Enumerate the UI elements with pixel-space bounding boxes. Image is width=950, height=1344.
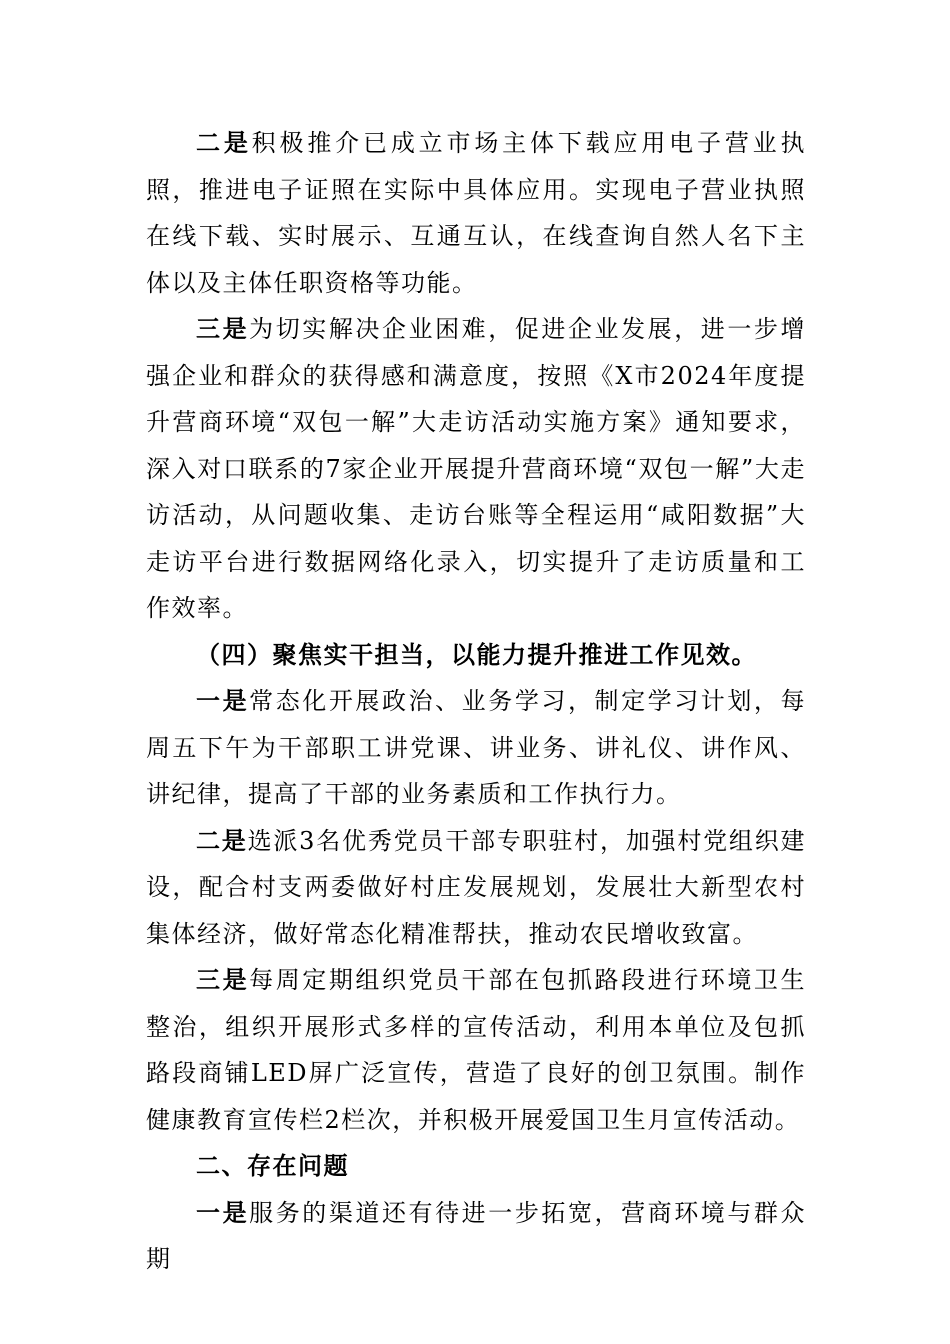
paragraph-e-shi-license (146, 120, 806, 306)
paragraph-lead: 二是 (196, 128, 252, 157)
paragraph-yi-shi-study (146, 678, 806, 818)
paragraph-san-shi-sanitation (146, 957, 806, 1143)
paragraph-yi-shi-problems (146, 1190, 806, 1283)
subsection-heading-text: （四）聚焦实干担当，以能力提升推进工作见效。 (196, 639, 757, 669)
paragraph-text: 选派3名优秀党员干部专职驻村，加强村党组织建设，配合村支两委做好村庄发展规划，发展壮大新型农村集体经济，做好常态化精准帮扶，推动农民增收致富。 (146, 826, 806, 948)
paragraph-lead: 三是 (196, 965, 250, 994)
subsection-heading (146, 632, 806, 679)
paragraph-san-shi-visits (146, 306, 806, 632)
paragraph-text: 积极推介已成立市场主体下载应用电子营业执照，推进电子证照在实际中具体应用。实现电子营业执照在线下载、实时展示、互通互认，在线查询自然人名下主体以及主体任职资格等功能。 (146, 129, 807, 297)
paragraph-er-shi-village (146, 818, 806, 958)
paragraph-text: 为切实解决企业困难，促进企业发展，进一步增强企业和群众的获得感和满意度，按照《X市2024年度提升营商环境“双包一解”大走访活动实施方案》通知要求，深入对口联系的7家企业开展提升营商环境“双包一解”大走访活动，从问题收集、走访台账等全程运用“咸阳数据”大走访平台进行数据网络化录入，切实提升了走访质量和工作效率。 (146, 315, 807, 622)
paragraph-text: 常态化开展政治、业务学习，制定学习计划，每周五下午为干部职工讲党课、讲业务、讲礼仪、讲作风、讲纪律，提高了干部的业务素质和工作执行力。 (146, 687, 807, 808)
paragraph-lead: 一是 (196, 1197, 250, 1227)
paragraph-lead: 三是 (196, 314, 250, 343)
paragraph-text: 每周定期组织党员干部在包抓路段进行环境卫生整治，组织开展形式多样的宣传活动，利用本单位及包抓路段商铺LED屏广泛宣传，营造了良好的创卫氛围。制作健康教育宣传栏2栏次，并积极开展爱国卫生月宣传活动。 (146, 966, 807, 1134)
section-heading: 二、存在问题 (196, 1151, 349, 1180)
paragraph-lead: 一是 (196, 686, 250, 715)
document-body (146, 120, 806, 1283)
paragraph-text: 服务的渠道还有待进一步拓宽，营商环境与群众期 (146, 1198, 807, 1273)
paragraph-lead: 二是 (196, 825, 248, 855)
